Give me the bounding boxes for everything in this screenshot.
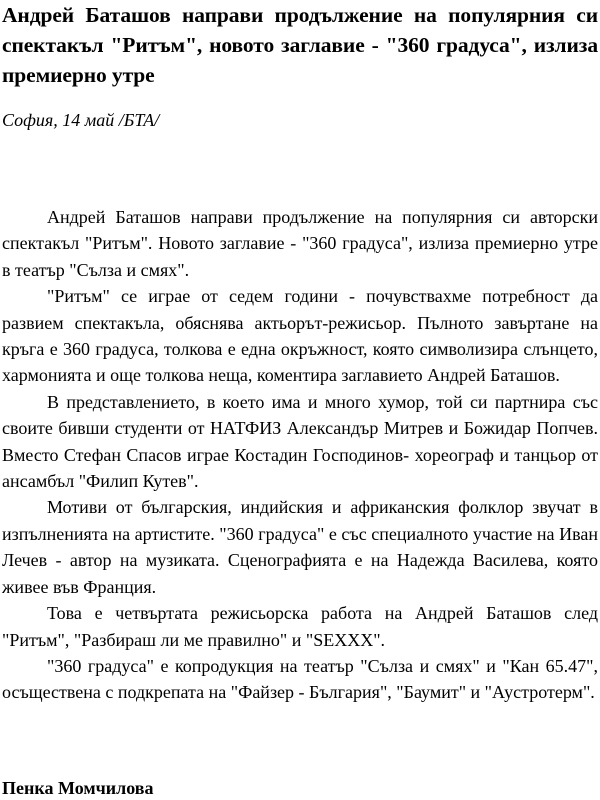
article-paragraph: Мотиви от българския, индийския и африканския фолклор звучат в изпълненията на артистите. "360 градуса" е със специалното участие на Иван Лечев - автор на музиката. Сценографията е на Надежда Василева, която живее във Франция. [2,497,598,597]
article-paragraph: "Ритъм" се играе от седем години - почувствахме потребност да развием спектакъла, обяснява актьорът-режисьор. Пълното завъртане на кръга е 360 градуса, толкова е една окръжност, която символизира слънцето, хармонията и още толкова неща, коментира заглавието Андрей Баташов. [2,286,598,386]
article-paragraph: Андрей Баташов направи продължение на популярния си авторски спектакъл "Ритъм". Новото заглавие - "360 градуса", излиза премиерно утре в театър "Сълза и смях". [2,207,598,280]
article-body [2,204,598,706]
article-paragraph: "360 градуса" е копродукция на театър "Сълза и смях" и "Кан 65.47", осъществена с подкрепата на "Файзер - България", "Баумит" и "Аустротерм". [2,655,598,703]
article-paragraph: Това е четвъртата режисьорска работа на Андрей Баташов след "Ритъм", "Разбираш ли ме правилно" и "SEXXX". [2,603,598,650]
article-headline: Андрей Баташов направи продължение на популярния си спектакъл "Ритъм", новото заглавие - "360 градуса", излиза премиерно утре [2,3,598,87]
article-dateline: София, 14 май /БТА/ [2,110,160,130]
article-author: Пенка Момчилова [2,778,154,798]
article-paragraph: В представлението, в което има и много хумор, той си партнира със своите бивши студенти от НАТФИЗ Александър Митрев и Божидар Попчев. Вместо Стефан Спасов играе Костадин Господинов- хореограф и танцьор от ансамбъл "Филип Кутев". [2,391,598,492]
